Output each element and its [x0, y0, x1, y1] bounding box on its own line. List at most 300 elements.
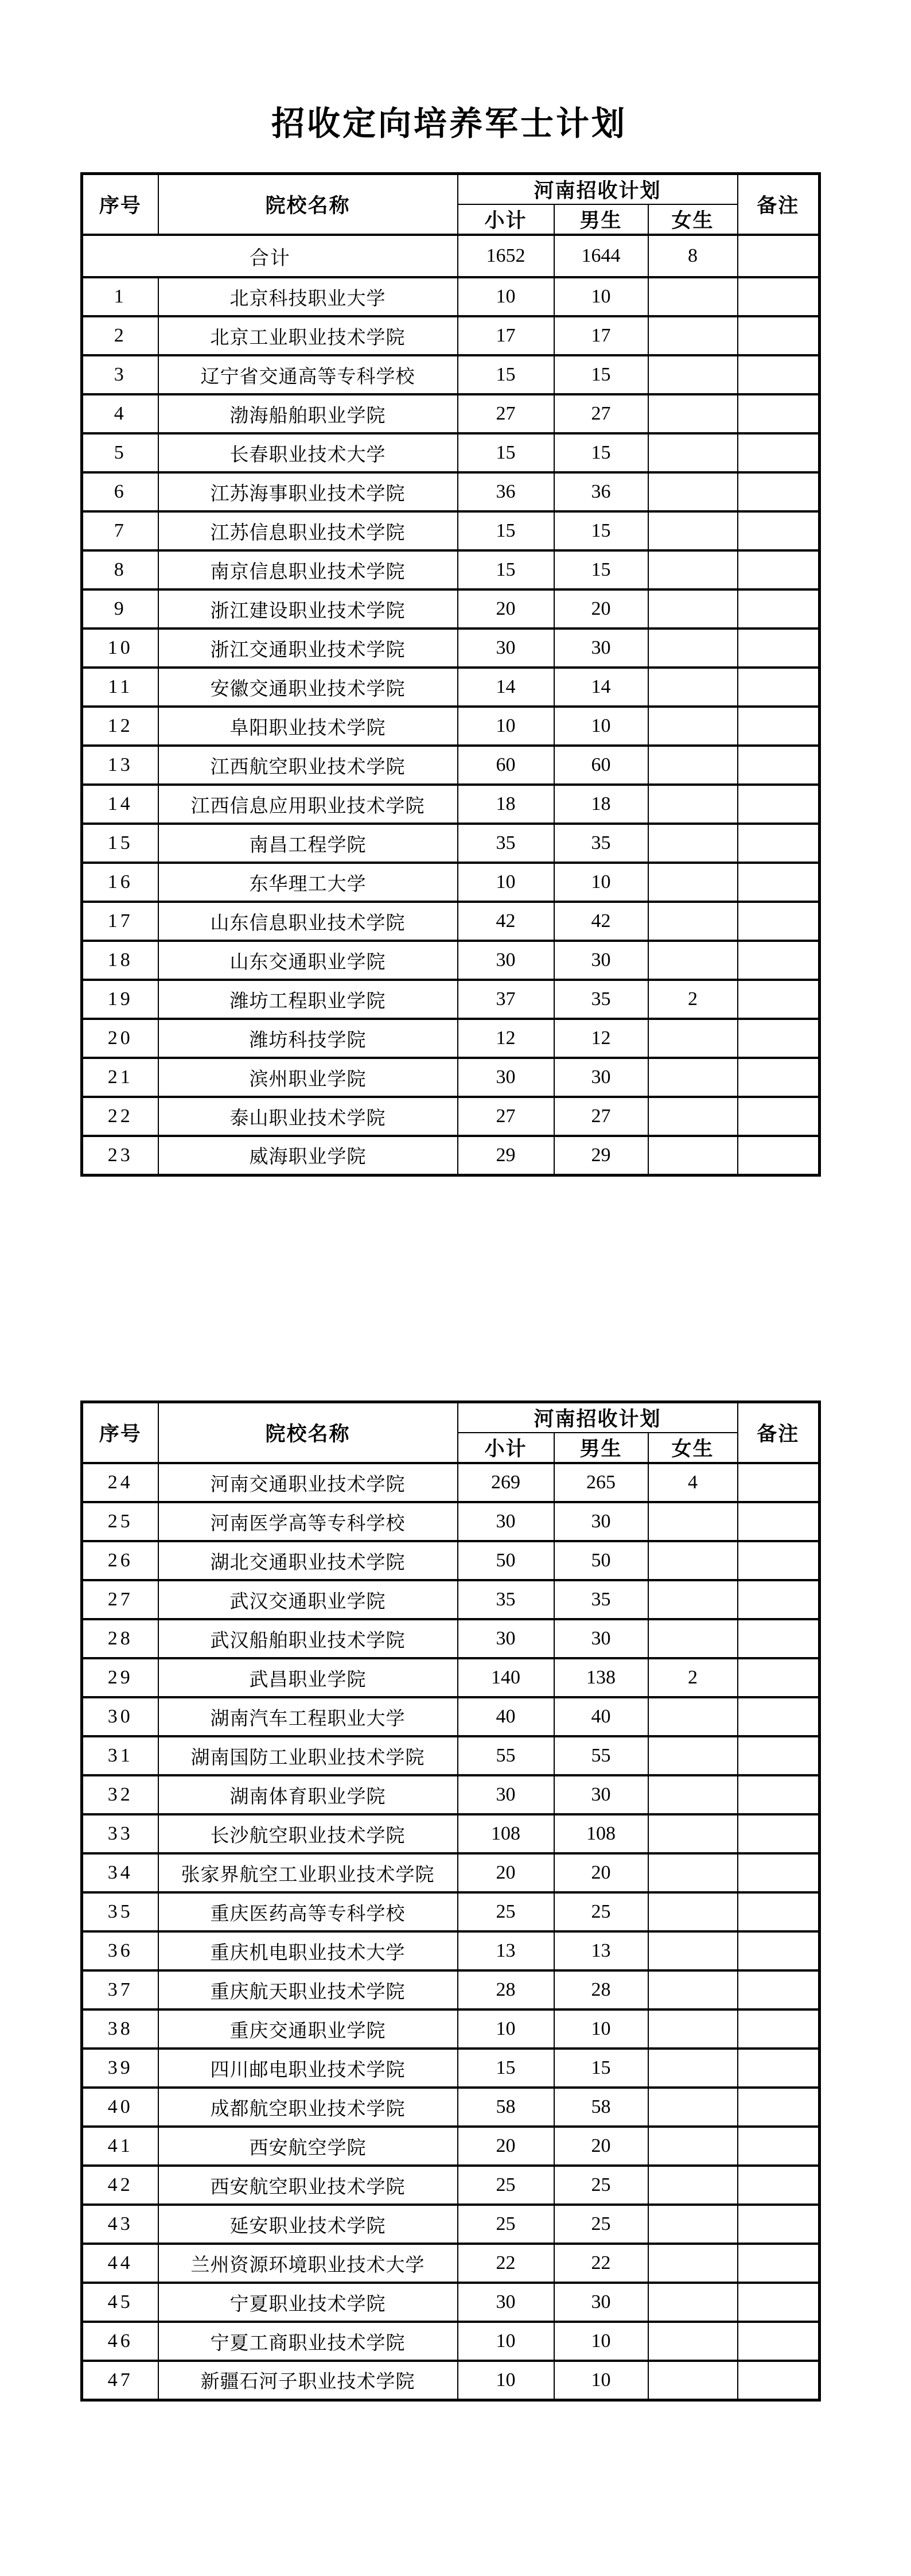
table-row	[82, 707, 820, 746]
female-cell	[648, 2244, 738, 2283]
remark-cell	[738, 629, 820, 668]
recruit-plan-table-2	[80, 1400, 821, 2402]
header-seq: 序号	[82, 174, 158, 235]
seq-cell: 45	[82, 2283, 158, 2322]
school-name-cell: 潍坊科技学院	[158, 1019, 458, 1058]
seq-cell: 32	[82, 1775, 158, 1814]
subtotal-cell: 10	[458, 277, 554, 316]
table-row	[82, 1580, 820, 1619]
remark-cell	[738, 1814, 820, 1853]
table-row	[82, 316, 820, 355]
remark-cell	[738, 472, 820, 511]
seq-cell: 7	[82, 511, 158, 550]
subtotal-cell: 30	[458, 629, 554, 668]
remark-cell	[738, 1136, 820, 1175]
subtotal-cell: 22	[458, 2244, 554, 2283]
table-row	[82, 2009, 820, 2049]
subtotal-cell: 40	[458, 1697, 554, 1736]
seq-cell: 15	[82, 824, 158, 863]
male-cell: 20	[554, 2127, 648, 2166]
school-name-cell: 滨州职业学院	[158, 1058, 458, 1097]
remark-cell	[738, 1892, 820, 1931]
table-header	[82, 1402, 820, 1464]
female-cell	[648, 2049, 738, 2088]
subtotal-cell: 55	[458, 1736, 554, 1775]
subtotal-cell: 10	[458, 2361, 554, 2400]
male-cell: 20	[554, 1853, 648, 1892]
school-name-cell: 南昌工程学院	[158, 824, 458, 863]
total-female-cell: 8	[648, 235, 738, 277]
seq-cell: 21	[82, 1058, 158, 1097]
seq-cell: 34	[82, 1853, 158, 1892]
subtotal-cell: 10	[458, 863, 554, 902]
subtotal-cell: 37	[458, 980, 554, 1019]
seq-cell: 14	[82, 785, 158, 824]
table-row	[82, 1502, 820, 1541]
table-row	[82, 629, 820, 668]
subtotal-cell: 12	[458, 1019, 554, 1058]
school-name-cell: 江西航空职业技术学院	[158, 746, 458, 785]
female-cell	[648, 2361, 738, 2400]
seq-cell: 25	[82, 1502, 158, 1541]
table-row	[82, 2205, 820, 2244]
table-row	[82, 511, 820, 550]
table-row	[82, 2361, 820, 2400]
remark-cell	[738, 1619, 820, 1658]
remark-cell	[738, 511, 820, 550]
subtotal-cell: 35	[458, 1580, 554, 1619]
female-cell	[648, 941, 738, 980]
school-name-cell: 南京信息职业技术学院	[158, 550, 458, 589]
female-cell	[648, 1814, 738, 1853]
remark-cell	[738, 1097, 820, 1136]
remark-cell	[738, 668, 820, 707]
female-cell	[648, 1892, 738, 1931]
remark-cell	[738, 1736, 820, 1775]
subtotal-cell: 15	[458, 2049, 554, 2088]
female-cell	[648, 472, 738, 511]
table-row	[82, 1658, 820, 1697]
total-row	[82, 235, 820, 277]
remark-cell	[738, 394, 820, 433]
subtotal-cell: 30	[458, 941, 554, 980]
female-cell	[648, 1058, 738, 1097]
female-cell	[648, 785, 738, 824]
table-row	[82, 1931, 820, 1970]
table-row	[82, 2283, 820, 2322]
subtotal-cell: 15	[458, 433, 554, 472]
seq-cell: 13	[82, 746, 158, 785]
table-row	[82, 1853, 820, 1892]
table-row	[82, 2049, 820, 2088]
table-row	[82, 2322, 820, 2361]
female-cell	[648, 1619, 738, 1658]
total-label-cell: 合计	[82, 235, 458, 277]
total-male-cell: 1644	[554, 235, 648, 277]
seq-cell: 12	[82, 707, 158, 746]
school-name-cell: 新疆石河子职业技术学院	[158, 2361, 458, 2400]
header-row-main	[82, 174, 820, 205]
seq-cell: 27	[82, 1580, 158, 1619]
subtotal-cell: 269	[458, 1463, 554, 1502]
female-cell	[648, 277, 738, 316]
header-seq: 序号	[82, 1402, 158, 1464]
seq-cell: 11	[82, 668, 158, 707]
seq-cell: 37	[82, 1970, 158, 2009]
male-cell: 14	[554, 668, 648, 707]
female-cell	[648, 2166, 738, 2205]
subtotal-cell: 14	[458, 668, 554, 707]
school-name-cell: 江西信息应用职业技术学院	[158, 785, 458, 824]
remark-cell	[738, 1931, 820, 1970]
remark-cell	[738, 2205, 820, 2244]
male-cell: 42	[554, 902, 648, 941]
remark-cell	[738, 941, 820, 980]
header-subtotal: 小计	[458, 204, 554, 235]
male-cell: 15	[554, 550, 648, 589]
female-cell	[648, 1541, 738, 1580]
male-cell: 40	[554, 1697, 648, 1736]
female-cell	[648, 2088, 738, 2127]
recruit-plan-table-1	[80, 172, 821, 1177]
table-row	[82, 863, 820, 902]
subtotal-cell: 20	[458, 589, 554, 629]
seq-cell: 42	[82, 2166, 158, 2205]
school-name-cell: 重庆医药高等专科学校	[158, 1892, 458, 1931]
seq-cell: 33	[82, 1814, 158, 1853]
school-name-cell: 重庆航天职业技术学院	[158, 1970, 458, 2009]
table-row	[82, 1097, 820, 1136]
school-name-cell: 成都航空职业技术学院	[158, 2088, 458, 2127]
male-cell: 17	[554, 316, 648, 355]
female-cell	[648, 1097, 738, 1136]
table-row	[82, 1463, 820, 1502]
seq-cell: 26	[82, 1541, 158, 1580]
remark-cell	[738, 902, 820, 941]
subtotal-cell: 60	[458, 746, 554, 785]
school-name-cell: 安徽交通职业技术学院	[158, 668, 458, 707]
seq-cell: 17	[82, 902, 158, 941]
male-cell: 15	[554, 433, 648, 472]
school-name-cell: 重庆交通职业学院	[158, 2009, 458, 2049]
male-cell: 55	[554, 1736, 648, 1775]
remark-cell	[738, 433, 820, 472]
female-cell	[648, 1136, 738, 1175]
male-cell: 35	[554, 980, 648, 1019]
table-row	[82, 2166, 820, 2205]
table-header	[82, 174, 820, 235]
school-name-cell: 浙江建设职业技术学院	[158, 589, 458, 629]
table-body	[82, 1463, 820, 2400]
remark-cell	[738, 1058, 820, 1097]
female-cell	[648, 2127, 738, 2166]
table-row	[82, 980, 820, 1019]
remark-cell	[738, 2361, 820, 2400]
school-name-cell: 四川邮电职业技术学院	[158, 2049, 458, 2088]
table-row	[82, 1619, 820, 1658]
female-cell	[648, 1502, 738, 1541]
seq-cell: 47	[82, 2361, 158, 2400]
table-row	[82, 1775, 820, 1814]
subtotal-cell: 20	[458, 2127, 554, 2166]
subtotal-cell: 10	[458, 2322, 554, 2361]
seq-cell: 20	[82, 1019, 158, 1058]
male-cell: 138	[554, 1658, 648, 1697]
remark-cell	[738, 1463, 820, 1502]
school-name-cell: 宁夏工商职业技术学院	[158, 2322, 458, 2361]
school-name-cell: 湖南汽车工程职业大学	[158, 1697, 458, 1736]
female-cell	[648, 1970, 738, 2009]
male-cell: 13	[554, 1931, 648, 1970]
remark-cell	[738, 1580, 820, 1619]
female-cell	[648, 316, 738, 355]
school-name-cell: 威海职业学院	[158, 1136, 458, 1175]
male-cell: 60	[554, 746, 648, 785]
female-cell	[648, 1931, 738, 1970]
female-cell	[648, 589, 738, 629]
remark-cell	[738, 1775, 820, 1814]
female-cell	[648, 746, 738, 785]
table-row	[82, 1136, 820, 1175]
school-name-cell: 山东信息职业技术学院	[158, 902, 458, 941]
school-name-cell: 张家界航空工业职业技术学院	[158, 1853, 458, 1892]
school-name-cell: 湖南体育职业学院	[158, 1775, 458, 1814]
male-cell: 50	[554, 1541, 648, 1580]
header-henan-plan-group: 河南招收计划	[458, 174, 738, 205]
female-cell	[648, 2322, 738, 2361]
table-row	[82, 1736, 820, 1775]
male-cell: 18	[554, 785, 648, 824]
table-row	[82, 746, 820, 785]
female-cell	[648, 1853, 738, 1892]
male-cell: 35	[554, 1580, 648, 1619]
school-name-cell: 长沙航空职业技术学院	[158, 1814, 458, 1853]
school-name-cell: 重庆机电职业技术大学	[158, 1931, 458, 1970]
table-row	[82, 1697, 820, 1736]
remark-cell	[738, 550, 820, 589]
subtotal-cell: 15	[458, 550, 554, 589]
male-cell: 15	[554, 2049, 648, 2088]
header-row-main	[82, 1402, 820, 1433]
seq-cell: 39	[82, 2049, 158, 2088]
header-school-name: 院校名称	[158, 174, 458, 235]
subtotal-cell: 30	[458, 2283, 554, 2322]
header-remark: 备注	[738, 1402, 820, 1464]
header-female: 女生	[648, 204, 738, 235]
female-cell	[648, 2283, 738, 2322]
remark-cell	[738, 1697, 820, 1736]
remark-cell	[738, 1970, 820, 2009]
male-cell: 15	[554, 511, 648, 550]
female-cell	[648, 355, 738, 394]
school-name-cell: 北京工业职业技术学院	[158, 316, 458, 355]
table-row	[82, 824, 820, 863]
remark-cell	[738, 2127, 820, 2166]
school-name-cell: 延安职业技术学院	[158, 2205, 458, 2244]
seq-cell: 19	[82, 980, 158, 1019]
female-cell	[648, 1580, 738, 1619]
remark-cell	[738, 746, 820, 785]
female-cell	[648, 433, 738, 472]
table-row	[82, 1058, 820, 1097]
seq-cell: 28	[82, 1619, 158, 1658]
subtotal-cell: 42	[458, 902, 554, 941]
remark-cell	[738, 2009, 820, 2049]
female-cell	[648, 668, 738, 707]
seq-cell: 46	[82, 2322, 158, 2361]
table-row	[82, 1970, 820, 2009]
male-cell: 22	[554, 2244, 648, 2283]
subtotal-cell: 18	[458, 785, 554, 824]
subtotal-cell: 29	[458, 1136, 554, 1175]
table-row	[82, 1892, 820, 1931]
remark-cell	[738, 277, 820, 316]
table-row	[82, 941, 820, 980]
remark-cell	[738, 2088, 820, 2127]
table-row	[82, 550, 820, 589]
male-cell: 29	[554, 1136, 648, 1175]
male-cell: 25	[554, 2205, 648, 2244]
seq-cell: 36	[82, 1931, 158, 1970]
table-row	[82, 277, 820, 316]
female-cell	[648, 1697, 738, 1736]
male-cell: 30	[554, 1058, 648, 1097]
school-name-cell: 长春职业技术大学	[158, 433, 458, 472]
male-cell: 25	[554, 2166, 648, 2205]
female-cell	[648, 707, 738, 746]
seq-cell: 10	[82, 629, 158, 668]
total-remark-cell	[738, 235, 820, 277]
table-row	[82, 355, 820, 394]
seq-cell: 9	[82, 589, 158, 629]
subtotal-cell: 108	[458, 1814, 554, 1853]
subtotal-cell: 30	[458, 1058, 554, 1097]
subtotal-cell: 35	[458, 824, 554, 863]
seq-cell: 16	[82, 863, 158, 902]
remark-cell	[738, 824, 820, 863]
subtotal-cell: 140	[458, 1658, 554, 1697]
subtotal-cell: 30	[458, 1775, 554, 1814]
school-name-cell: 武汉交通职业学院	[158, 1580, 458, 1619]
seq-cell: 22	[82, 1097, 158, 1136]
remark-cell	[738, 1658, 820, 1697]
table-row	[82, 668, 820, 707]
subtotal-cell: 13	[458, 1931, 554, 1970]
subtotal-cell: 10	[458, 2009, 554, 2049]
male-cell: 10	[554, 863, 648, 902]
male-cell: 10	[554, 2322, 648, 2361]
remark-cell	[738, 2049, 820, 2088]
seq-cell: 38	[82, 2009, 158, 2049]
seq-cell: 43	[82, 2205, 158, 2244]
page-title: 招收定向培养军士计划	[271, 105, 627, 142]
remark-cell	[738, 1853, 820, 1892]
male-cell: 30	[554, 1502, 648, 1541]
seq-cell: 1	[82, 277, 158, 316]
school-name-cell: 武汉船舶职业技术学院	[158, 1619, 458, 1658]
seq-cell: 29	[82, 1658, 158, 1697]
seq-cell: 6	[82, 472, 158, 511]
male-cell: 265	[554, 1463, 648, 1502]
male-cell: 27	[554, 394, 648, 433]
remark-cell	[738, 316, 820, 355]
subtotal-cell: 50	[458, 1541, 554, 1580]
female-cell	[648, 1736, 738, 1775]
male-cell: 58	[554, 2088, 648, 2127]
remark-cell	[738, 707, 820, 746]
subtotal-cell: 28	[458, 1970, 554, 2009]
male-cell: 36	[554, 472, 648, 511]
male-cell: 30	[554, 1619, 648, 1658]
male-cell: 30	[554, 629, 648, 668]
school-name-cell: 湖南国防工业职业技术学院	[158, 1736, 458, 1775]
subtotal-cell: 15	[458, 511, 554, 550]
seq-cell: 5	[82, 433, 158, 472]
female-cell	[648, 824, 738, 863]
school-name-cell: 宁夏职业技术学院	[158, 2283, 458, 2322]
female-cell	[648, 2205, 738, 2244]
female-cell	[648, 511, 738, 550]
seq-cell: 8	[82, 550, 158, 589]
school-name-cell: 潍坊工程职业学院	[158, 980, 458, 1019]
school-name-cell: 武昌职业学院	[158, 1658, 458, 1697]
male-cell: 30	[554, 1775, 648, 1814]
seq-cell: 4	[82, 394, 158, 433]
school-name-cell: 河南医学高等专科学校	[158, 1502, 458, 1541]
male-cell: 12	[554, 1019, 648, 1058]
school-name-cell: 西安航空学院	[158, 2127, 458, 2166]
female-cell	[648, 550, 738, 589]
remark-cell	[738, 1019, 820, 1058]
school-name-cell: 阜阳职业技术学院	[158, 707, 458, 746]
male-cell: 10	[554, 277, 648, 316]
subtotal-cell: 27	[458, 394, 554, 433]
female-cell: 2	[648, 1658, 738, 1697]
male-cell: 15	[554, 355, 648, 394]
remark-cell	[738, 1541, 820, 1580]
female-cell	[648, 902, 738, 941]
subtotal-cell: 30	[458, 1619, 554, 1658]
school-name-cell: 兰州资源环境职业技术大学	[158, 2244, 458, 2283]
female-cell	[648, 863, 738, 902]
male-cell: 30	[554, 941, 648, 980]
seq-cell: 30	[82, 1697, 158, 1736]
subtotal-cell: 17	[458, 316, 554, 355]
table-body	[82, 235, 820, 1175]
table-row	[82, 589, 820, 629]
male-cell: 10	[554, 707, 648, 746]
school-name-cell: 浙江交通职业技术学院	[158, 629, 458, 668]
male-cell: 108	[554, 1814, 648, 1853]
school-name-cell: 湖北交通职业技术学院	[158, 1541, 458, 1580]
female-cell	[648, 629, 738, 668]
male-cell: 25	[554, 1892, 648, 1931]
table-row	[82, 785, 820, 824]
school-name-cell: 河南交通职业技术学院	[158, 1463, 458, 1502]
female-cell	[648, 1019, 738, 1058]
total-subtotal-cell: 1652	[458, 235, 554, 277]
table-row	[82, 433, 820, 472]
male-cell: 35	[554, 824, 648, 863]
school-name-cell: 西安航空职业技术学院	[158, 2166, 458, 2205]
school-name-cell: 渤海船舶职业学院	[158, 394, 458, 433]
table-row	[82, 1019, 820, 1058]
remark-cell	[738, 2322, 820, 2361]
header-male: 男生	[554, 204, 648, 235]
seq-cell: 24	[82, 1463, 158, 1502]
seq-cell: 40	[82, 2088, 158, 2127]
seq-cell: 44	[82, 2244, 158, 2283]
